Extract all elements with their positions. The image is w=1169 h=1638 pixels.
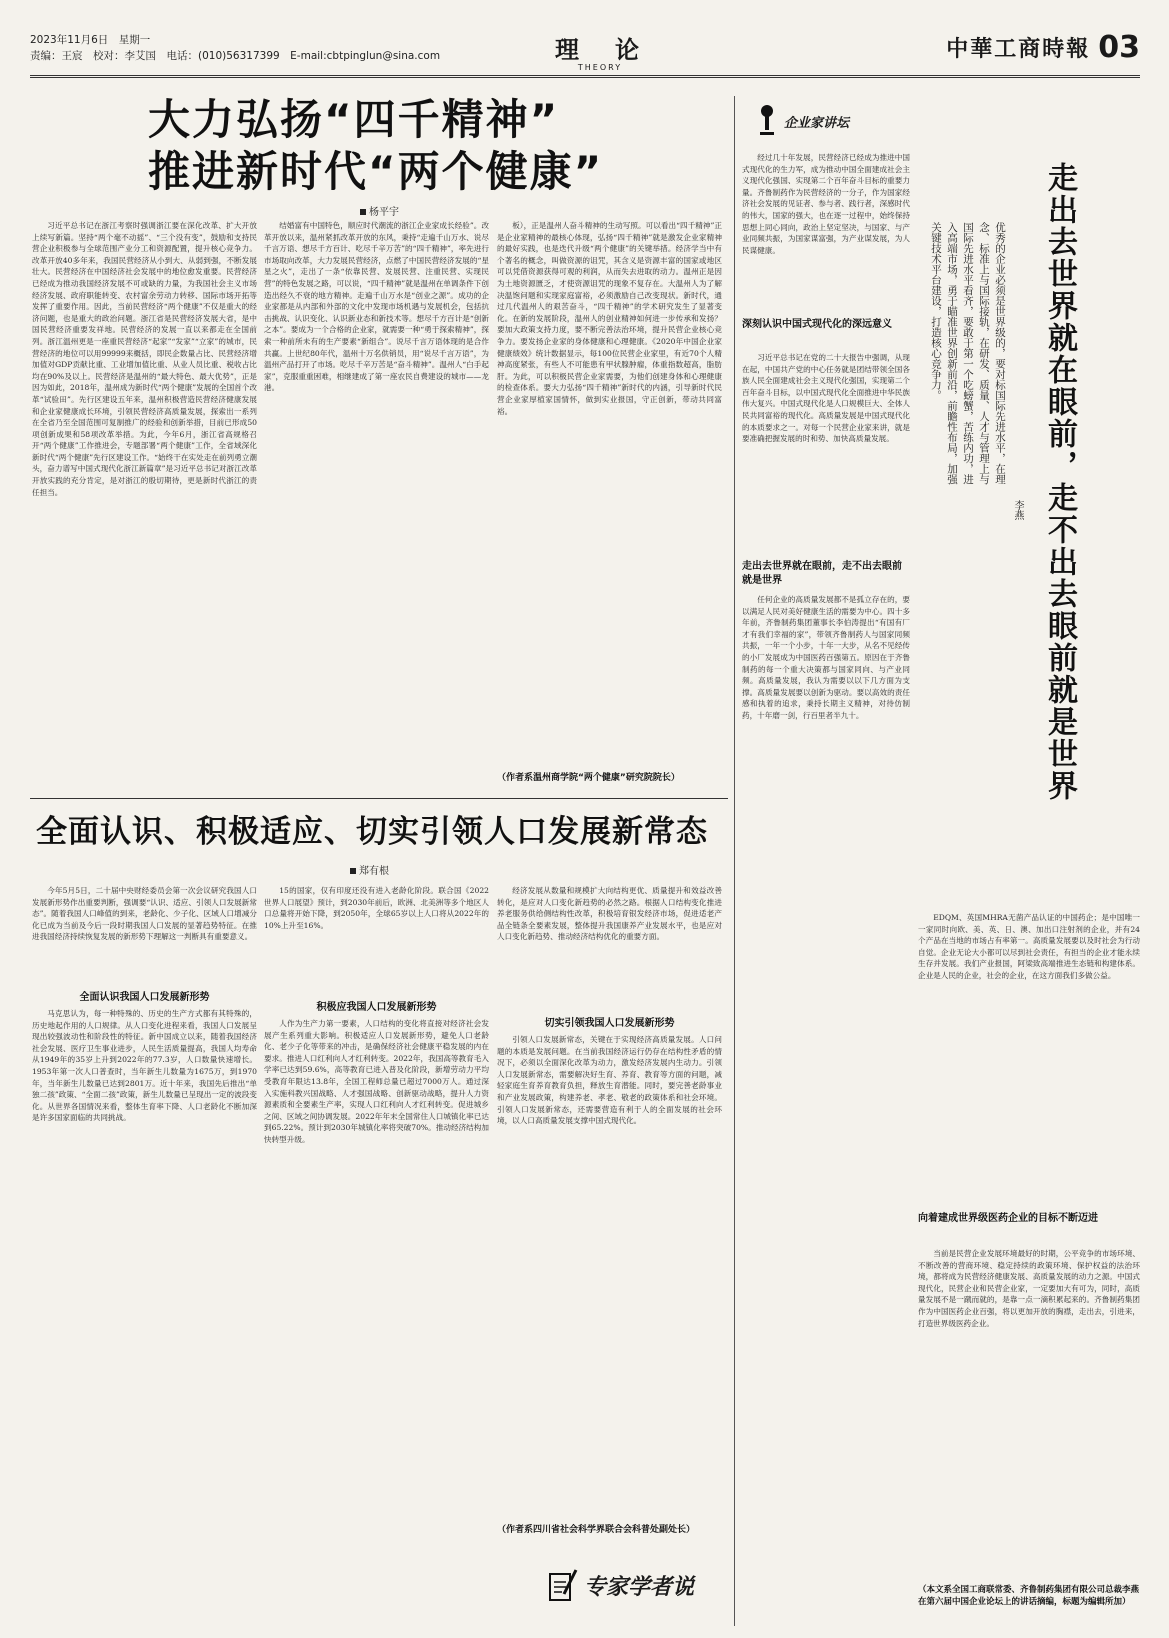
section-name-en: THEORY — [577, 63, 623, 72]
article3-col1-top — [742, 152, 910, 310]
article2-byline: 郑有根 — [350, 862, 389, 877]
column-badge-entrepreneur — [756, 104, 849, 138]
notepad-pen-icon — [548, 1568, 578, 1602]
divider-article1 — [30, 798, 728, 799]
article1-col1-text: 习近平总书记在浙江考察时强调浙江要在深化改革、扩大开放上续写新篇。坚持“两个毫不动摇”、“三个没有变”，鼓励和支持民营企业积极参与全球范围产业分工和资源配置，提升核心竞争力。改革开放40多年来，我国民营经济从小到大、从弱到强，不断发展壮大。民营经济在中国经济社会发展中的地位愈发重要。民营经济已经成为推动我国经济发展不可或缺的力量，为我国社会主义市场经济发展、政府职能转变、农村富余劳动力转移、国际市场开拓等发挥了重要作用。因此，当前民营经济“两个健康”不仅是重大的经济问题，也是重大的政治问题。浙江省是民营经济发展大省，是中国民营经济重要发祥地。民营经济的发展一直以来都走在全国前列。浙江温州更是一座重民营经济“起家”“发家”“立家”的城市，民营经济的地位可以用99999来概括，即民企数量占比、民营经济增加值对GDP贡献比重、工业增加值比重、从业人员比重、税收占比均在90%及以上。民营经济是温州的“最大特色、最大优势”，正是因为如此，2018年，温州成为新时代“两个健康”发展的全国首个改革“试验田”。先行区建设五年来，温州积极营造民营经济健康发展和企业家健康成长环境，引领民营经济高质量发展，探索出一系列在全省乃至全国范围可复制推广的经验和创新举措，目前已形成50项创新成果和58项改革举措。为此，今年6月，浙江省高规格召开“两个健康”工作推进会，专题部署“两个健康”工作，全省域深化新时代“两个健康”先行区建设工作。“始终干在实处走在前列勇立潮头，奋力谱写中国式现代化浙江新篇章”是习近平总书记对浙江改革开放实践的充分肯定，是对浙江的殷切期待，更是新时代浙江的责任担当。 — [32, 221, 257, 497]
article2-col3-lead-text: 经济发展从数量和规模扩大向结构更优、质量提升和效益改善转化，是应对人口变化新趋势的必然之路。根据人口结构变化推进养老服务供给侧结构性改革，积极培育银发经济市场，促进适老产品全链条全要素发展，整体提升我国康养产业发展水平，也是应对人口变化新趋势、推动经济结构优化的重要方面。 — [497, 886, 722, 942]
article3-author-note: （本文系全国工商联常委、齐鲁制药集团有限公司总裁李燕在第六届中国企业论坛上的讲话摘编，标题为编辑所加） — [918, 1585, 1140, 1607]
article3-subhead-1: 深刻认识中国式现代化的深远意义 — [742, 319, 892, 330]
paper-name: 中華工商時報 — [946, 37, 1091, 62]
masthead — [30, 28, 1140, 78]
article1-col2-text: 结婚富有中国特色，顺应时代潮流的浙江企业家成长经验”。改革开放以来，温州紧抓改革开放的东风，秉持“走遍千山万水、说尽千言万语、想尽千方百计、吃尽千辛万苦”的“四千精神”，率先进行市场取向改革，大力发展民营经济，点燃了中国民营经济发展的“星星之火”，走出了一条“依靠民营、发展民营、注重民营、实现民营”的特色发展之路，可以说，“四千精神”就是温州在单调条件下创造出经久不衰的地方精神。走遍千山万水是“创业之源”。成功的企业家都是从内部和外部的文化中发现市场机遇与发展机会，包括抗击挑战、认识变化、认识新业态和新技术等。想尽千方百计是“创新之本”。要成为一个合格的企业家，就需要一种“勇于探索精神”，探索一种前所未有的生产要素“新组合”。说尽千言万语体现的是合作共赢。上世纪80年代，温州十万名供销员，用“说尽千言万语”，为温州产品打开了市场。吃尽千辛万苦是“奋斗精神”。温州人“白手起家”，克服重重困难，相继建成了第一座农民自费建设的城市——龙港。 — [264, 221, 489, 393]
article3-col1-bottom — [742, 594, 910, 1624]
column-badge-expert — [548, 1568, 694, 1602]
article1-column-3 — [497, 220, 722, 760]
article2-subhead-2: 积极应我国人口发展新形势 — [316, 1002, 437, 1013]
article2-subhead-3: 切实引领我国人口发展新形势 — [544, 1018, 675, 1029]
article2-column-1 — [32, 1008, 257, 1618]
editor-contacts: 责编：王宸 校对：李艾国 电话：(010)56317399 E-mail:cbtpinglun@sina.com — [30, 50, 441, 62]
article2-col2-lead — [264, 885, 489, 985]
issue-date: 2023年11月6日 星期一 — [30, 34, 151, 46]
article2-col2-lead-text: 15的国家，仅有印度还没有进入老龄化阶段。联合国《2022世界人口展望》预计，到2030年前后，欧洲、北美洲等多个地区人口总量将开始下降，到2050年，全球65岁以上人口将从2022年的10%上升至16%。 — [264, 886, 489, 930]
expert-column-label: 专家学者说 — [584, 1573, 695, 1600]
article1-col3-text: 板），正是温州人奋斗精神的生动写照。可以看出“四千精神”正是企业家精神的最核心体现，弘扬“四千精神”就是激发企业家精神的最好实践，也是迭代升级“两个健康”的关键举措。经济学当中有个著名的概念，叫做资源的诅咒，其含义是资源丰富的国家或地区可以凭借资源获得可观的利润，从而失去进取的动力。温州正是因为土地资源匮乏，才使资源诅咒的现象不复存在。大温州人为了解决温饱问题和实现家庭富裕，必须激励自己改变现状。新时代，通过几代温州人的艰苦奋斗，“四千精神”的学术研究发生了显著变化。在新的发展阶段，温州人的创业精神如何进一步传承和发扬？要加大政策支持力度，要不断完善法治环境，提升民营企业核心竞争力。要发扬企业家的身体健康和心理健康。《2020年中国企业家健康绩效》统计数据显示，每100位民营企业家里，有近70个人精神高度紧张，有些人不可能患有甲状腺肿瘤，体重指数超高，脂肪肝。为此，可以积极民营企业家需要，为他们创建身体和心理健康的检查体系。要大力弘扬“四千精神”新时代的内涵，引导新时代民营企业家厚植家国情怀，做到实业报国，守正创新，带动共同富裕。 — [497, 221, 722, 416]
article3-lead: 优秀的企业必须是世界级的，要对标国际先进水平，在理念、标准上与国际接轨，在研发、质量、人才与管理上与国际先进水平看齐，要敢于第一个吃螃蟹，苦练内功，进入高端市场，勇于瞄准世界创新前沿，前瞻性布局，加强关键技术平台建设，打造核心竞争力。 — [930, 222, 1006, 485]
article1-column-2 — [264, 220, 489, 800]
page-number: 03 — [1098, 30, 1140, 65]
article1-author-note: （作者系温州商学院“两个健康”研究院院长） — [497, 773, 680, 783]
divider-vertical — [734, 96, 735, 1626]
article3-headline: 走出去世界就在眼前，走不出去眼前就是世界 — [1042, 162, 1077, 802]
article3-col1-mid-text: 习近平总书记在党的二十大报告中强调，从现在起，中国共产党的中心任务就是团结带领全国各族人民全面建成社会主义现代化强国，实现第二个百年奋斗目标，以中国式现代化全面推进中华民族伟大复兴。中国式现代化是人口规模巨大、全体人民共同富裕的现代化。高质量发展是中国式现代化的本质要求之一。对每一个民营企业家来讲，就是要准确把握发展的时和势、加快高质量发展。 — [742, 353, 910, 444]
masthead-info — [30, 32, 440, 64]
article3-col2-bottom — [918, 1248, 1140, 1578]
paper-brand — [946, 30, 1140, 65]
article2-headline: 全面认识、积极适应、切实引领人口发展新常态 — [36, 814, 708, 850]
article2-col1-text: 马克思认为，每一种特殊的、历史的生产方式都有其特殊的，历史地起作用的人口规律。从人口变化进程来看，我国人口发展呈现出较强波动性和阶段性的特征。新中国成立以来，随着我国经济社会发展、医疗卫生事业进步，人民生活质量提高，我国人均寿命从1949年的35岁上升到2022年的77.3岁，人口数量快速增长。1953年第一次人口普查时，当年新生儿数量为1675万，到1970年，当年新生儿数量已达到2801万。近十年来，我国先后推出“单独二孩”政策、“全面二孩”政策，新生儿数量已呈现出一定的波段变化。从世界各国情况来看，整体生育率下降、人口老龄化不断加深是许多国家面临的共同挑战。 — [32, 1009, 257, 1123]
article3-subhead-3: 向着建成世界级医药企业的目标不断迈进 — [918, 1213, 1098, 1224]
article1-byline: 杨平宇 — [360, 203, 399, 218]
article1-title-line2: 推进新时代“两个健康” — [148, 147, 604, 196]
article3-byline: 李燕 — [1012, 500, 1023, 520]
article3-subhead-2: 走出去世界就在眼前，走不出去眼前就是世界 — [742, 561, 902, 586]
microphone-icon — [756, 104, 778, 138]
article2-col3-text: 引领人口发展新常态，关键在于实现经济高质量发展。人口问题的本质是发展问题。在当前我国经济运行仍存在结构性矛盾的情况下，必须以全面深化改革为动力，激发经济发展内生动力。引领人口发展新常态，需要解决好生育、养育、教育等方面的问题，减轻家庭生育养育教育负担，释放生育潜能。同时，要完善老龄事业和产业发展政策，构建养老、孝老、敬老的政策体系和社会环境。引领人口发展新常态，还需要营造有利于人的全面发展的社会环境，以人口高质量发展支撑中国式现代化。 — [497, 1035, 722, 1126]
article2-col1-lead-text: 今年5月5日，二十届中央财经委员会第一次会议研究我国人口发展新形势作出重要判断，强调要“认识、适应、引领人口发展新常态”。随着我国人口峰值的到来，老龄化、少子化、区域人口增减分化已成为当前及今后一段时期我国人口发展的显著趋势特征。在推进我国经济持续恢复发展的新形势下理解这一判断具有重要意义。 — [32, 886, 257, 942]
article2-col2-text: 人作为生产力第一要素，人口结构的变化将直接对经济社会发展产生系列重大影响。积极适应人口发展新形势，避免人口老龄化、老少子化等带来的冲击，是确保经济社会健康平稳发展的内在要求。推进人口红利向人才红利转变。2022年，我国高等教育毛入学率已达到59.6%，高等教育已进入普及化阶段，新增劳动力平均受教育年限达13.8年，全国工程师总量已超过7000万人。通过深入实施科教兴国战略、人才强国战略、创新驱动战略，提升人力资源素质和全要素生产率，实现人口红利向人才红利转变。促进城乡之间、区域之间协调发展。2022年年末全国常住人口城镇化率已达到65.22%。预计到2030年城镇化率将突破70%。推动经济结构加快转型升级。 — [264, 1019, 489, 1144]
article3-col2-top — [918, 912, 1140, 1202]
section-name: 理 论 — [555, 36, 645, 64]
article3-col1-bottom-text: 任何企业的高质量发展都不是孤立存在的，要以满足人民对美好健康生活的需要为中心。四十多年前，齐鲁制药集团董事长李伯涛提出“有国有厂才有我们幸福的家”，带领齐鲁制药人与国家同频共振，一年一个小步，十年一大步，从名不见经传的小厂发展成为中国医药百强第五。原因在于齐鲁制药的每一个重大决策都与国家同向、与产业同频。高质量发展，我认为需要以以下几方面为支撑。高质量发展要以创新为驱动。要以高效的责任感和执着的追求，秉持长期主义精神，对待仿制药，十年磨一剑，行百里者半九十。 — [742, 595, 910, 720]
article1-title-line1: 大力弘扬“四千精神” — [148, 95, 560, 144]
article3-col1-top-text: 经过几十年发展，民营经济已经成为推进中国式现代化的生力军，成为推动中国全面建成社会主义现代化强国、实现第二个百年奋斗目标的重要力量。齐鲁制药作为民营经济的一分子，作为国家经济社会发展的见证者、参与者、践行者，深感时代的伟大，国家的强大，也在逐一过程中，始终保持思想上同心同向，政治上坚定坚决，与国家、与产业同频共振，为国家谋富强，为产业谋发展，为人民谋健康。 — [742, 153, 910, 255]
article1-column-1 — [32, 220, 257, 800]
article2-subhead-1: 全面认识我国人口发展新形势 — [79, 992, 210, 1003]
article2-col3-lead — [497, 885, 722, 1003]
entrepreneur-column-label: 企业家讲坛 — [784, 115, 850, 131]
article2-column-2 — [264, 1018, 489, 1618]
article1-headline — [148, 94, 603, 198]
section-label — [550, 30, 650, 72]
article2-column-3 — [497, 1034, 722, 1514]
article2-col1-lead — [32, 885, 257, 980]
article3-col2-bottom-text: 当前是民营企业发展环境最好的时期，公平竞争的市场环境、不断改善的营商环境、稳定持续的政策环境、保护权益的法治环境，都将成为民营经济健康发展、高质量发展的动力之源。中国式现代化，民营企业和民营企业家，一定要加大有可为，同时，高质量发展不是一蹴而就的，是靠一点一滴积累起来的。齐鲁制药集团作为中国医药企业百强，将以更加开放的胸襟，走出去，引进来，打造世界级医药企业。 — [918, 1249, 1140, 1328]
article2-author-note: （作者系四川省社会科学界联合会科普处副处长） — [497, 1525, 696, 1535]
article3-col2-top-text: EDQM、英国MHRA无菌产品认证的中国药企；是中国唯一一家同时向欧、美、英、日、澳、加出口注射剂的企业，并有24个产品在当地的市场占有率第一。高质量发展要以及时社会为行动自觉。企业无论大小都可以尽到社会责任，有担当的企业才能永续生存并发展。我们产业报国，阿梁致高端推进生态链和构建体系。企业是人民的企业，社会的企业，在这方面我们多做公益。 — [918, 913, 1140, 980]
article3-col1-mid — [742, 352, 910, 552]
